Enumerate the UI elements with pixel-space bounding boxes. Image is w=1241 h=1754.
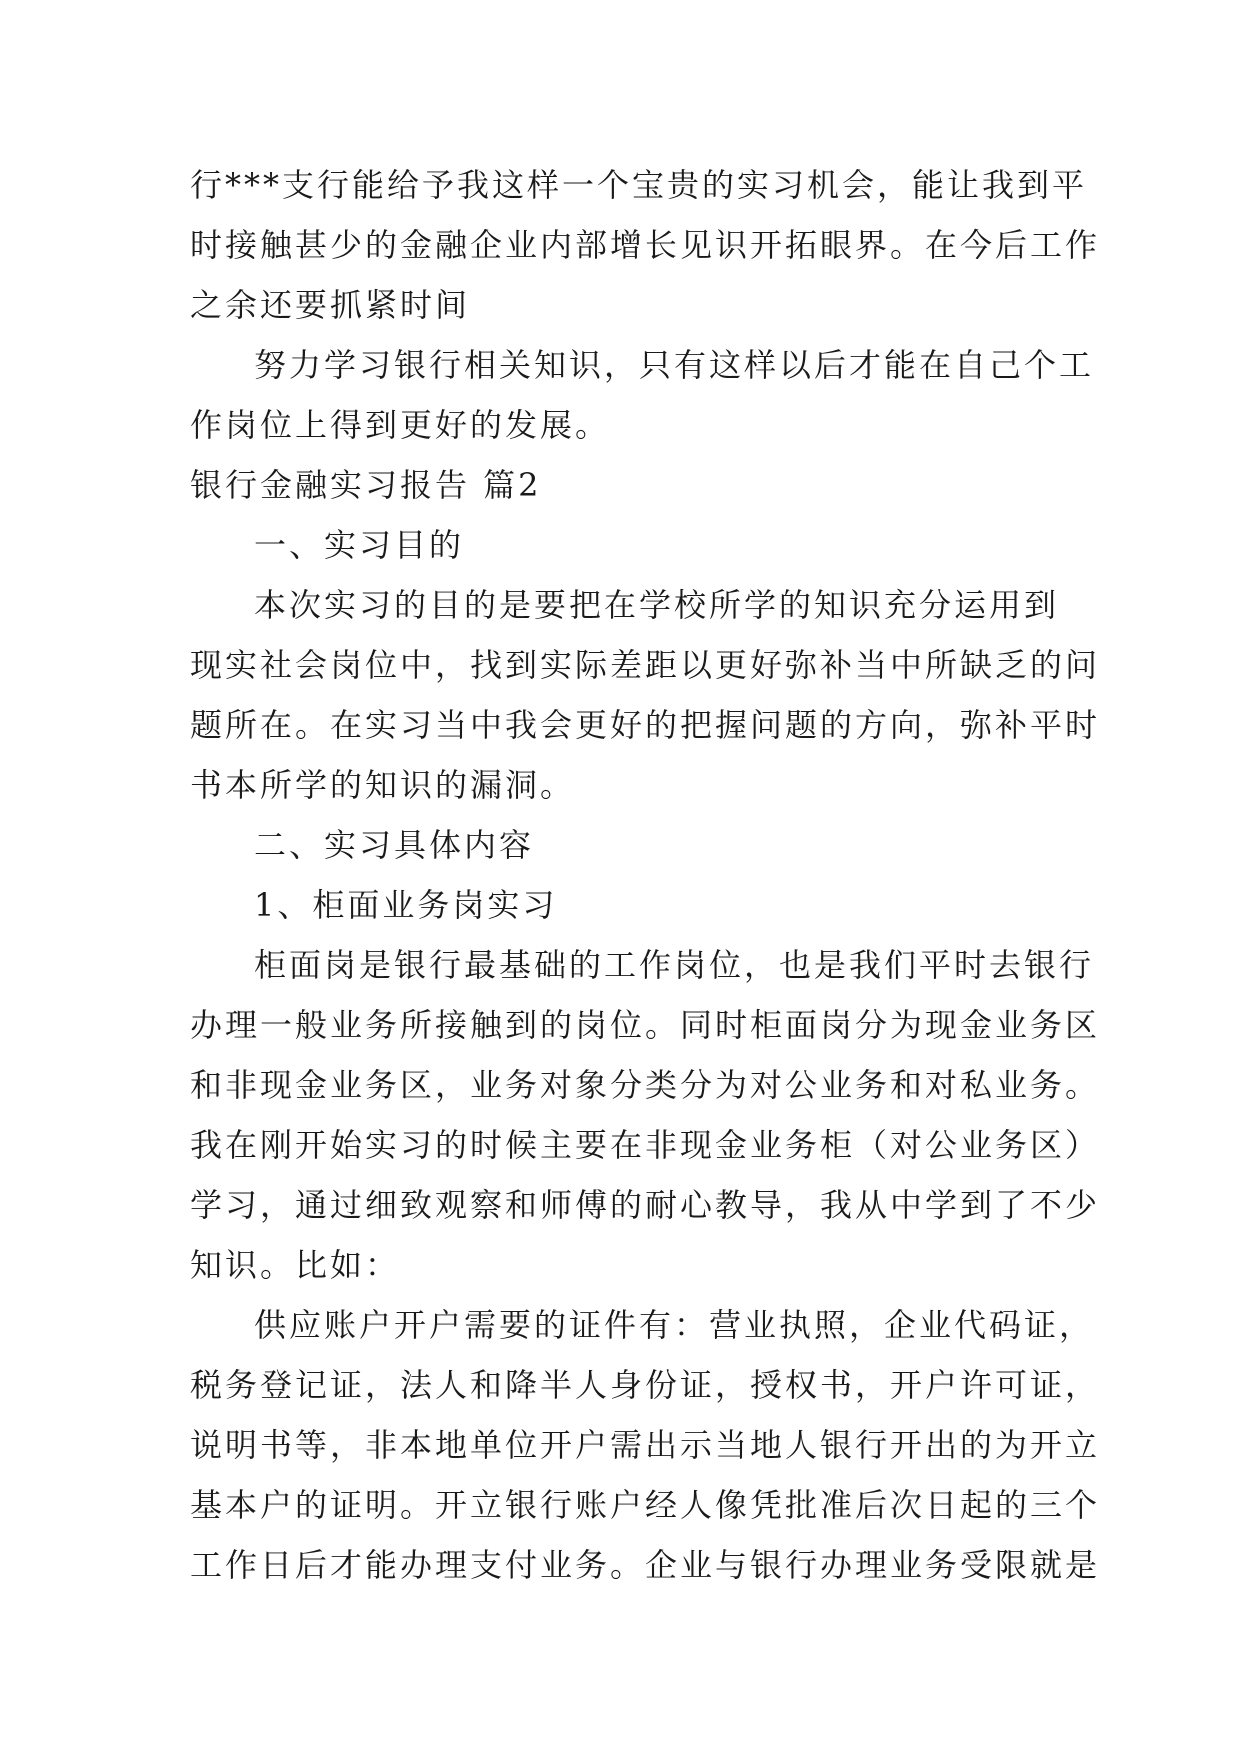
paragraph-line: 和非现金业务区，业务对象分类分为对公业务和对私业务。: [190, 1066, 1101, 1104]
paragraph-line: 行***支行能给予我这样一个宝贵的实习机会，能让我到平: [190, 166, 1088, 204]
paragraph-line: 供应账户开户需要的证件有：营业执照，企业代码证，: [254, 1306, 1095, 1344]
paragraph-line: 柜面岗是银行最基础的工作岗位，也是我们平时去银行: [254, 946, 1095, 984]
paragraph-line: 办理一般业务所接触到的岗位。同时柜面岗分为现金业务区: [190, 1006, 1101, 1044]
paragraph-line: 本次实习的目的是要把在学校所学的知识充分运用到: [254, 586, 1060, 624]
paragraph-line: 说明书等，非本地单位开户需出示当地人银行开出的为开立: [190, 1426, 1101, 1464]
heading-content: 二、实习具体内容: [254, 826, 535, 864]
paragraph-line: 税务登记证，法人和降半人身份证，授权书，开户许可证，: [190, 1366, 1101, 1404]
paragraph-line: 作岗位上得到更好的发展。: [190, 406, 611, 444]
paragraph-line: 基本户的证明。开立银行账户经人像凭批准后次日起的三个: [190, 1486, 1101, 1524]
paragraph-line: 知识。比如：: [190, 1246, 401, 1284]
section-title: 银行金融实习报告 篇2: [190, 466, 542, 504]
paragraph-line: 我在刚开始实习的时候主要在非现金业务柜（对公业务区）: [190, 1126, 1101, 1164]
paragraph-line: 工作日后才能办理支付业务。企业与银行办理业务受限就是: [190, 1546, 1101, 1584]
paragraph-line: 时接触甚少的金融企业内部增长见识开拓眼界。在今后工作: [190, 226, 1101, 264]
paragraph-line: 学习，通过细致观察和师傅的耐心教导，我从中学到了不少: [190, 1186, 1101, 1224]
paragraph-line: 之余还要抓紧时间: [190, 286, 471, 324]
heading-purpose: 一、实习目的: [254, 526, 465, 564]
paragraph-line: 努力学习银行相关知识，只有这样以后才能在自己个工: [254, 346, 1095, 384]
paragraph-line: 现实社会岗位中，找到实际差距以更好弥补当中所缺乏的问: [190, 646, 1101, 684]
paragraph-line: 题所在。在实习当中我会更好的把握问题的方向，弥补平时: [190, 706, 1101, 744]
paragraph-line: 书本所学的知识的漏洞。: [190, 766, 576, 804]
subheading-counter: 1、柜面业务岗实习: [254, 886, 558, 924]
document-body: [190, 155, 1101, 1595]
